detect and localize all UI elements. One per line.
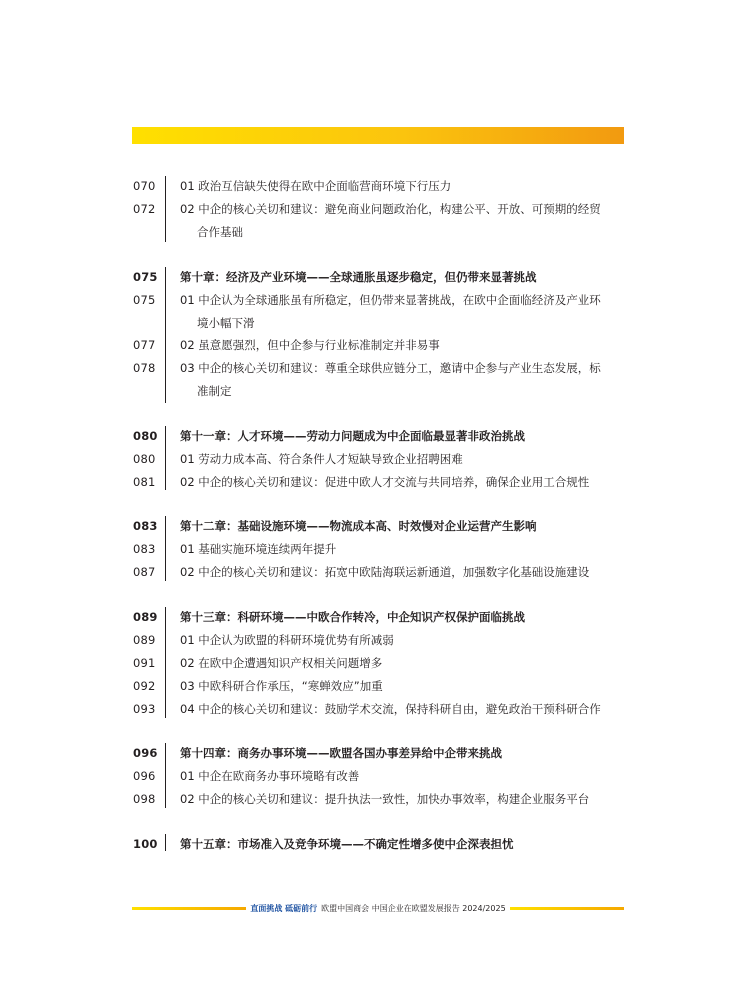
toc-entry-text: 02 中企的核心关切和建议：提升执法一致性，加快办事效率，构建企业服务平台: [180, 792, 590, 806]
toc-divider-line: [165, 607, 166, 718]
toc-entry-text: 02 中企的核心关切和建议：拓宽中欧陆海联运新通道，加强数字化基础设施建设: [180, 565, 590, 579]
toc-divider-line: [165, 426, 166, 490]
toc-page-number: 089: [133, 633, 156, 647]
toc-page-number: 093: [133, 702, 156, 716]
toc-entry-title: [180, 448, 620, 471]
toc-entry-continuation: 合作基础: [197, 225, 243, 239]
toc-entry-title: [180, 833, 620, 856]
toc-entry-text: 04 中企的核心关切和建议：鼓励学术交流，保持科研自由，避免政治干预科研合作: [180, 702, 601, 716]
toc-page-number: 087: [133, 565, 156, 579]
toc-entry-text: 第十二章：基础设施环境——物流成本高、时效慢对企业运营产生影响: [180, 519, 537, 533]
toc-entry-continuation: 准制定: [197, 384, 232, 398]
toc-entry-title: [180, 289, 620, 335]
toc-divider-line: [165, 834, 166, 851]
toc-entry-text: 02 中企的核心关切和建议：避免商业问题政治化，构建公平、开放、可预期的经贸: [180, 202, 601, 216]
toc-page-number: 092: [133, 679, 156, 693]
toc-page-number: 100: [133, 837, 158, 851]
toc-page-number: 078: [133, 361, 156, 375]
toc-entry-title: [180, 652, 620, 675]
toc-page-number: 080: [133, 452, 156, 466]
toc-entry-title: [180, 515, 620, 538]
toc-entry-text: 01 中企在欧商务办事环境略有改善: [180, 769, 360, 783]
footer-label: [246, 903, 509, 914]
toc-page-number: 098: [133, 792, 156, 806]
toc-entry-title: [180, 765, 620, 788]
toc-divider-line: [165, 267, 166, 403]
toc-entry-title: [180, 175, 620, 198]
toc-entry-text: 01 劳动力成本高、符合条件人才短缺导致企业招聘困难: [180, 452, 463, 466]
toc-entry-text: 第十章：经济及产业环境——全球通胀虽逐步稳定，但仍带来显著挑战: [180, 270, 537, 284]
footer-rule-left: [132, 907, 246, 910]
toc-entry-title: [180, 629, 620, 652]
toc-page-number: 096: [133, 746, 158, 760]
toc-entry-text: 01 基础实施环境连续两年提升: [180, 542, 337, 556]
toc-entry-text: 01 中企认为全球通胀虽有所稳定，但仍带来显著挑战，在欧中企面临经济及产业环: [180, 293, 601, 307]
toc-entry-title: [180, 606, 620, 629]
toc-entry-text: 第十三章：科研环境——中欧合作转冷，中企知识产权保护面临挑战: [180, 610, 525, 624]
toc-entry-text: 第十四章：商务办事环境——欧盟各国办事差异给中企带来挑战: [180, 746, 502, 760]
toc-entry-text: 02 虽意愿强烈，但中企参与行业标准制定并非易事: [180, 338, 440, 352]
toc-page-number: 089: [133, 610, 158, 624]
toc-page-number: 083: [133, 519, 158, 533]
footer-text: 欧盟中国商会 中国企业在欧盟发展报告 2024/2025: [321, 903, 506, 913]
toc-entry-title: [180, 266, 620, 289]
footer-slogan: 直面挑战 砥砺前行: [250, 903, 318, 913]
toc-entry-text: 03 中企的核心关切和建议：尊重全球供应链分工，邀请中企参与产业生态发展，标: [180, 361, 601, 375]
toc-page-number: 072: [133, 202, 156, 216]
page-footer: [132, 899, 624, 917]
toc-page-number: 077: [133, 338, 156, 352]
toc-entry-title: [180, 334, 620, 357]
header-gradient-bar: [132, 127, 624, 144]
toc-entry-title: [180, 788, 620, 811]
toc-entry-text: 第十五章：市场准入及竞争环境——不确定性增多使中企深表担忧: [180, 837, 514, 851]
toc-entry-title: [180, 471, 620, 494]
toc-page-number: 081: [133, 475, 156, 489]
toc-divider-line: [165, 516, 166, 581]
toc-divider-line: [165, 743, 166, 808]
toc-entry-title: [180, 675, 620, 698]
toc-entry-title: [180, 425, 620, 448]
toc-page-number: 096: [133, 769, 156, 783]
footer-rule-right: [510, 907, 624, 910]
toc-entry-text: 02 在欧中企遭遇知识产权相关问题增多: [180, 656, 383, 670]
toc-page-number: 091: [133, 656, 156, 670]
toc-entry-continuation: 境小幅下滑: [197, 316, 255, 330]
toc-entry-text: 02 中企的核心关切和建议：促进中欧人才交流与共同培养，确保企业用工合规性: [180, 475, 590, 489]
toc-entry-text: 01 政治互信缺失使得在欧中企面临营商环境下行压力: [180, 179, 452, 193]
toc-entry-title: [180, 698, 620, 721]
toc-page-number: 075: [133, 270, 158, 284]
toc-page-number: 080: [133, 429, 158, 443]
toc-entry-text: 01 中企认为欧盟的科研环境优势有所减弱: [180, 633, 394, 647]
toc-page-number: 083: [133, 542, 156, 556]
toc-entry-title: [180, 561, 620, 584]
toc-entry-text: 03 中欧科研合作承压，“寒蝉效应”加重: [180, 679, 383, 693]
toc-entry-text: 第十一章：人才环境——劳动力问题成为中企面临最显著非政治挑战: [180, 429, 525, 443]
toc-entry-title: [180, 357, 620, 403]
toc-divider-line: [165, 176, 166, 242]
toc-page-number: 070: [133, 179, 156, 193]
toc-entry-title: [180, 538, 620, 561]
toc-entry-title: [180, 198, 620, 244]
toc-page-number: 075: [133, 293, 156, 307]
toc-entry-title: [180, 742, 620, 765]
